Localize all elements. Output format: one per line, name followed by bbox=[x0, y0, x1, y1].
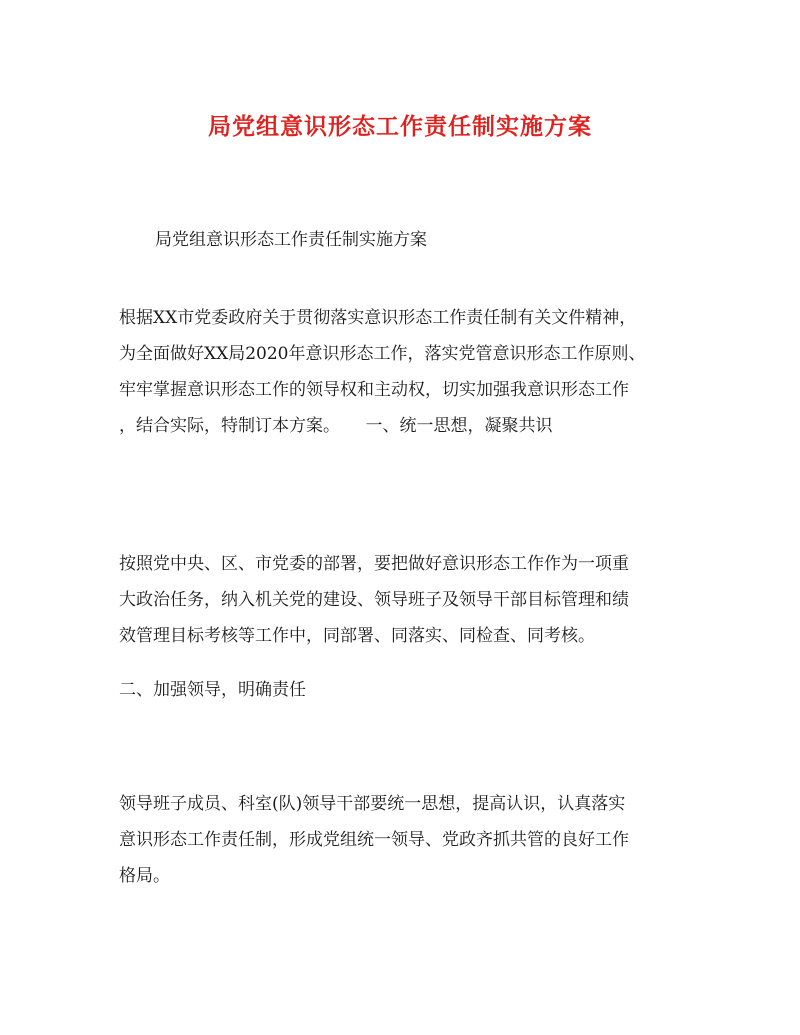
paragraph-line: 意识形态工作责任制，形成党组统一领导、党政齐抓共管的良好工作 bbox=[119, 830, 629, 850]
paragraph-line: 按照党中央、区、市党委的部署，要把做好意识形态工作作为一项重 bbox=[119, 554, 629, 574]
paragraph-line: 格局。 bbox=[119, 866, 170, 886]
paragraph-line: 牢牢掌握意识形态工作的领导权和主动权，切实加强我意识形态工作 bbox=[119, 380, 629, 400]
paragraph-intro bbox=[119, 300, 681, 444]
paragraph-leadership bbox=[119, 786, 681, 894]
paragraph-line: 根据XX市党委政府关于贯彻落实意识形态工作责任制有关文件精神， bbox=[119, 308, 637, 328]
section-heading: 二、加强领导，明确责任 bbox=[119, 680, 306, 700]
paragraph-line: ，结合实际，特制订本方案。 一、统一思想，凝聚共识 bbox=[119, 416, 553, 436]
paragraph-line: 领导班子成员、科室(队)领导干部要统一思想，提高认识，认真落实 bbox=[119, 794, 626, 814]
document-subtitle: 局党组意识形态工作责任制实施方案 bbox=[155, 230, 427, 250]
paragraph-line: 效管理目标考核等工作中，同部署、同落实、同检查、同考核。 bbox=[119, 626, 595, 646]
document-title: 局党组意识形态工作责任制实施方案 bbox=[208, 113, 592, 140]
paragraph-unify-thought bbox=[119, 546, 681, 654]
paragraph-line: 大政治任务，纳入机关党的建设、领导班子及领导干部目标管理和绩 bbox=[119, 590, 629, 610]
paragraph-line: 为全面做好XX局2020年意识形态工作，落实党管意识形态工作原则、 bbox=[119, 344, 646, 364]
